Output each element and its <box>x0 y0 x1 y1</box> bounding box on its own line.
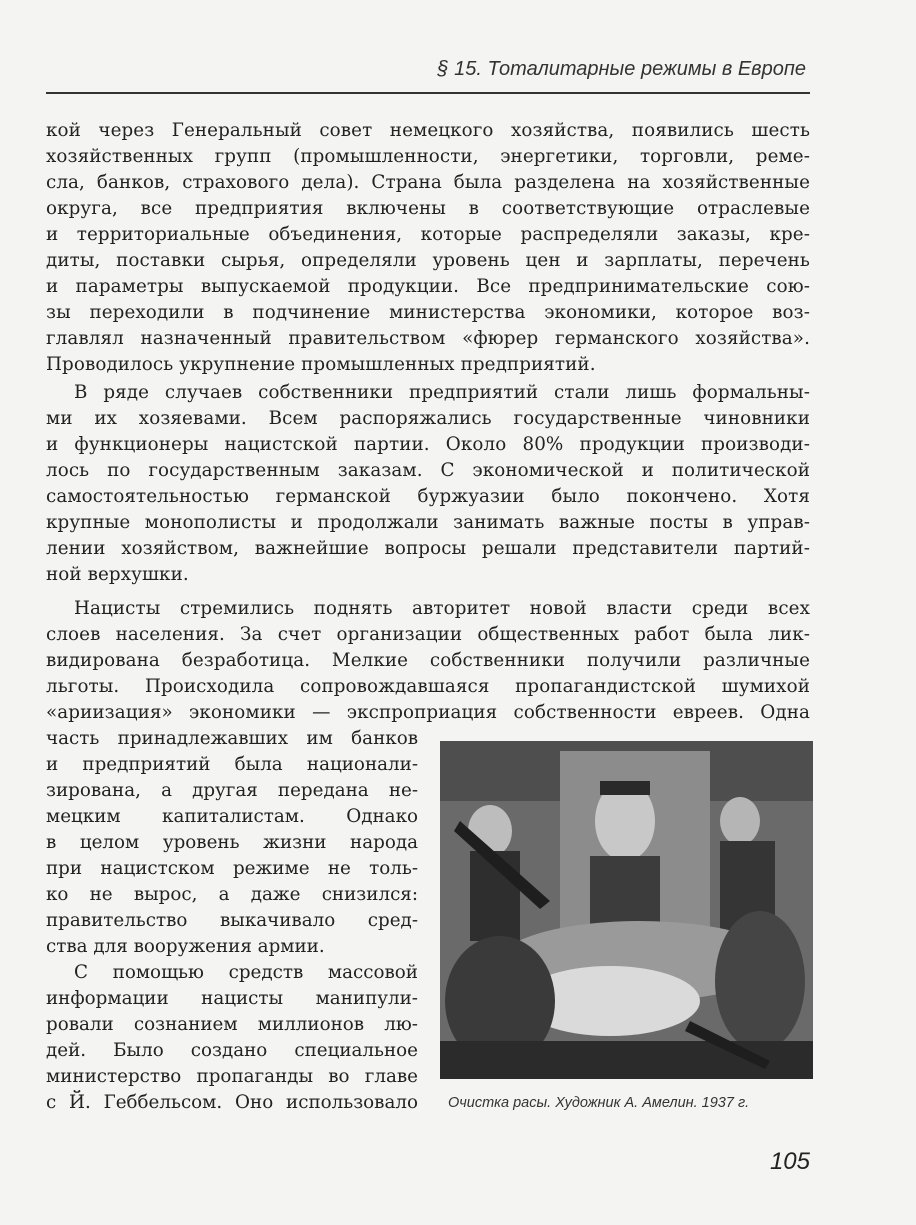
text-line: и предприятий была национали- <box>46 754 418 775</box>
page-number: 105 <box>769 1148 810 1175</box>
figure-caption: Очистка расы. Художник А. Амелин. 1937 г. <box>448 1095 750 1111</box>
text-line: зы переходили в подчинение министерства экономики, которое воз- <box>46 302 810 323</box>
text-line: правительство выкачивало сред- <box>46 910 418 931</box>
text-line: и функционеры нацистской партии. Около 80% продукции производи- <box>46 434 810 455</box>
text-line: лось по государственным заказам. С экономической и политической <box>46 460 810 481</box>
text-line: главлял назначенный правительством «фюрер германского хозяйства». <box>46 328 810 349</box>
text-line: часть принадлежавших им банков <box>46 728 418 749</box>
text-line: информации нацисты манипули- <box>46 988 418 1009</box>
text-line: ко не вырос, а даже снизился: <box>46 884 418 905</box>
text-line: «ариизация» экономики — экспроприация собственности евреев. Одна <box>46 702 810 723</box>
text-line: зирована, а другая передана не- <box>46 780 418 801</box>
text-line: Нацисты стремились поднять авторитет новой власти среди всех <box>74 598 810 619</box>
text-line: в целом уровень жизни народа <box>46 832 418 853</box>
paragraph-2 <box>46 380 810 588</box>
text-line: и территориальные объединения, которые распределяли заказы, кре- <box>46 224 810 245</box>
paragraph-4 <box>46 960 418 1116</box>
text-line: В ряде случаев собственники предприятий стали лишь формальны- <box>74 382 810 403</box>
text-line: с Й. Геббельсом. Оно использовало <box>46 1092 418 1113</box>
text-line: сла, банков, страхового дела). Страна была разделена на хозяйственные <box>46 172 810 193</box>
text-line: льготы. Происходила сопровождавшаяся пропагандистской шумихой <box>46 676 810 697</box>
text-line: при нацистском режиме не толь- <box>46 858 418 879</box>
text-line: и параметры выпускаемой продукции. Все предпринимательские сою- <box>46 276 810 297</box>
text-line: мецким капиталистам. Однако <box>46 806 418 827</box>
painting-illustration <box>440 741 813 1079</box>
running-header <box>46 52 810 94</box>
text-line: лении хозяйством, важнейшие вопросы решали представители партий- <box>46 538 810 559</box>
text-line: крупные монополисты и продолжали занимать важные посты в управ- <box>46 512 810 533</box>
text-line: хозяйственных групп (промышленности, энергетики, торговли, реме- <box>46 146 810 167</box>
section-title: § 15. Тоталитарные режимы в Европе <box>437 58 806 80</box>
text-line: ной верхушки. <box>46 564 189 585</box>
paragraph-3-continued <box>46 726 418 960</box>
text-line: слоев населения. За счет организации общественных работ была лик- <box>46 624 810 645</box>
text-line: ми их хозяевами. Всем распоряжались государственные чиновники <box>46 408 810 429</box>
painting-image <box>440 741 813 1079</box>
text-line: С помощью средств массовой <box>74 962 418 983</box>
text-line: самостоятельностью германской буржуазии было покончено. Хотя <box>46 486 810 507</box>
text-line: округа, все предприятия включены в соответствующие отраслевые <box>46 198 810 219</box>
text-line: ровали сознанием миллионов лю- <box>46 1014 418 1035</box>
paragraph-1 <box>46 118 810 378</box>
text-line: видирована безработица. Мелкие собственники получили различные <box>46 650 810 671</box>
text-line: диты, поставки сырья, определяли уровень цен и зарплаты, перечень <box>46 250 810 271</box>
text-line: ства для вооружения армии. <box>46 936 325 957</box>
paragraph-3 <box>46 596 810 726</box>
text-line: министерство пропаганды во главе <box>46 1066 418 1087</box>
text-line: Проводилось укрупнение промышленных предприятий. <box>46 354 596 375</box>
text-line: дей. Было создано специальное <box>46 1040 418 1061</box>
text-line: кой через Генеральный совет немецкого хозяйства, появились шесть <box>46 120 810 141</box>
